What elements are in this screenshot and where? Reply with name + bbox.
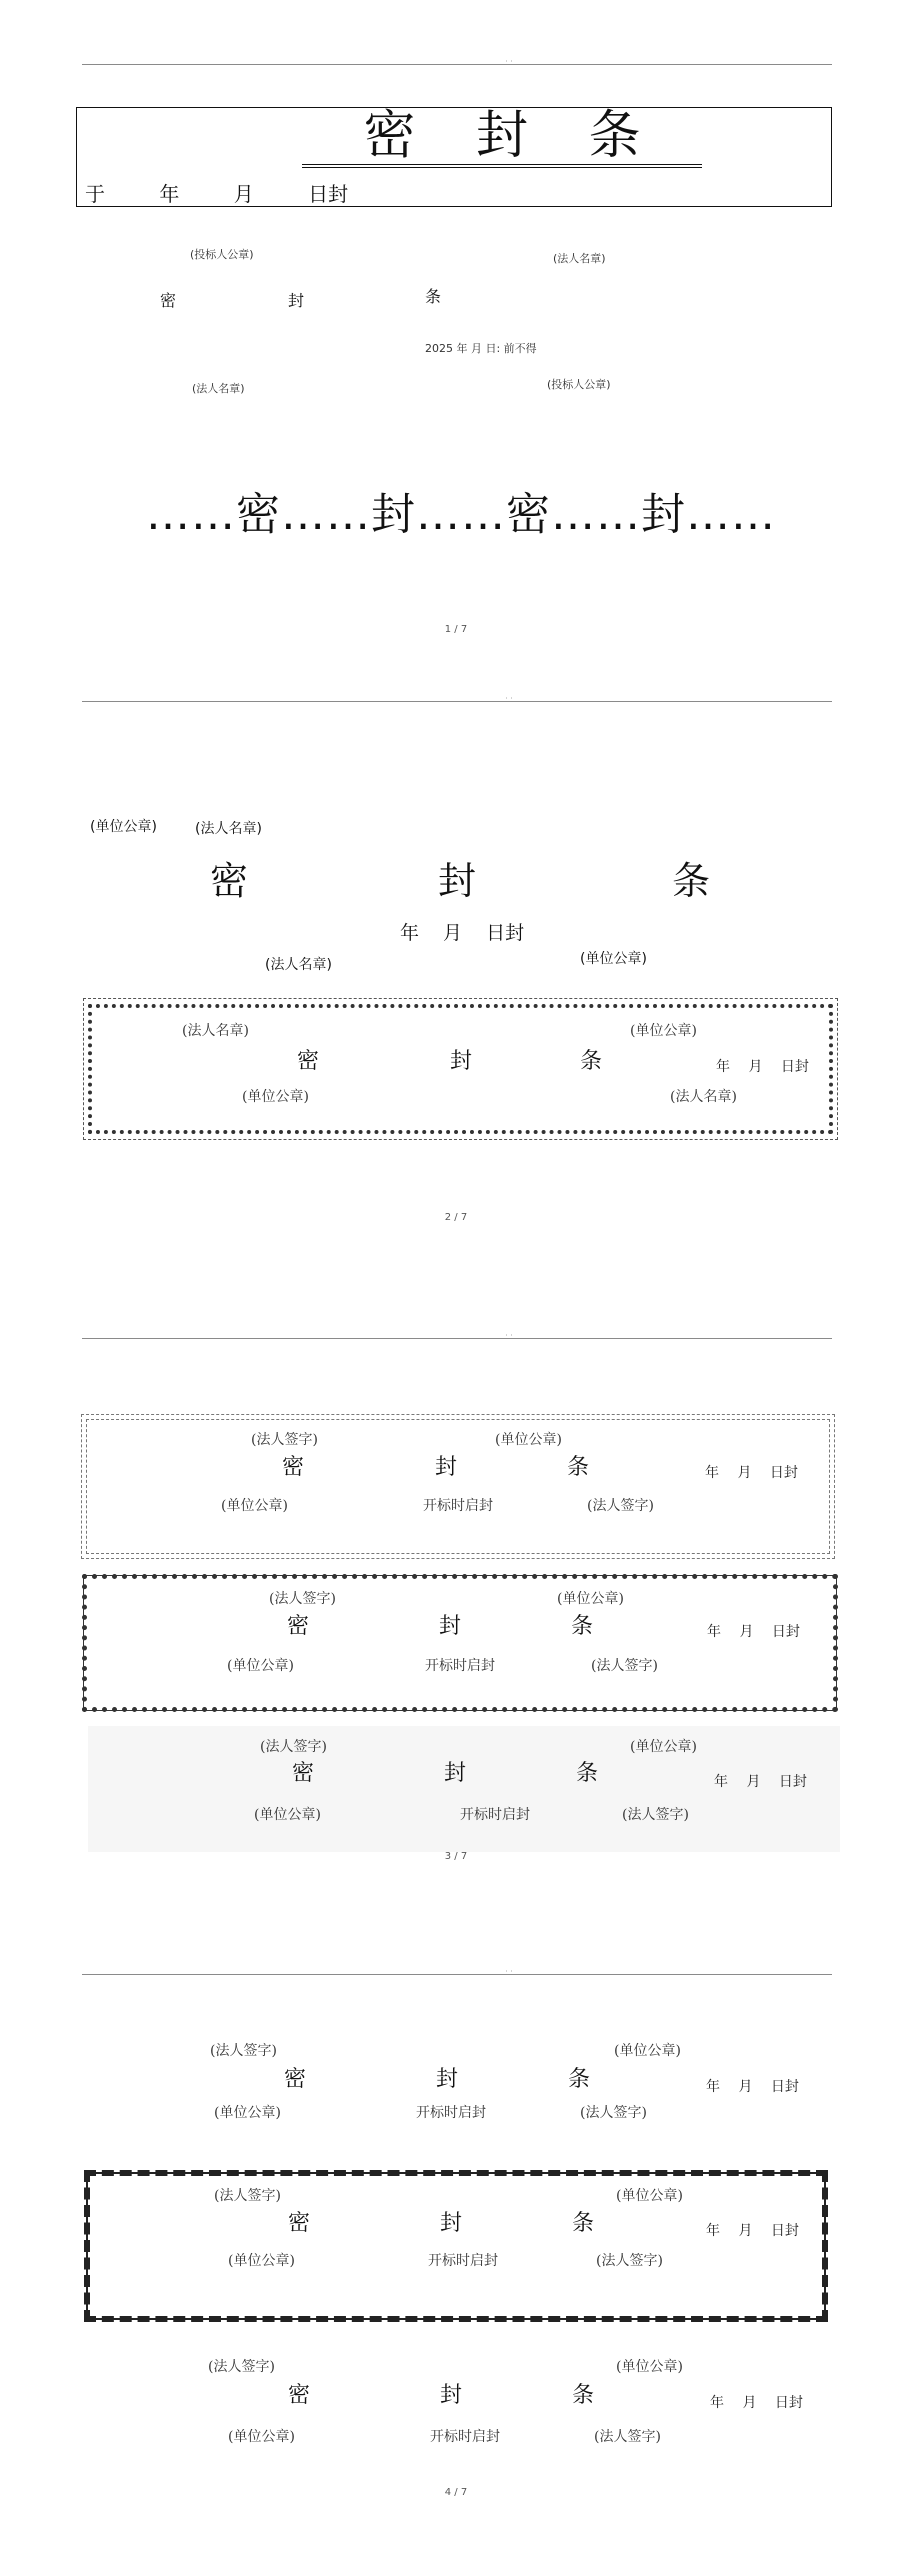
page-marker: · · (505, 1331, 513, 1340)
stamp-label: (单位公章) (580, 951, 647, 967)
seal-char: 密 (282, 1455, 305, 1480)
stamp-label: (法人签字) (594, 2429, 661, 2445)
page-marker: · · (505, 694, 513, 703)
seal-char: 封 (438, 859, 477, 903)
seal-char: 密 (210, 859, 249, 903)
seal-box-2-inner (88, 1004, 833, 1134)
stamp-label: (法人名章) (192, 382, 245, 395)
seal-date: 年 月 日封 (400, 922, 525, 944)
seal-strip (82, 1574, 838, 1712)
stamp-label: (单位公章) (630, 1739, 697, 1755)
seal-char: 密 (284, 2067, 307, 2092)
seal-char: 密 (288, 2383, 311, 2408)
stamp-label: (投标人公章) (190, 248, 254, 261)
seal-char: 条 (568, 2067, 591, 2092)
stamp-label: (单位公章) (616, 2359, 683, 2375)
seal-strip (88, 2030, 840, 2158)
stamp-label: (法人名章) (670, 1089, 737, 1105)
seal-strip (84, 2170, 828, 2322)
seal-char: 密 (288, 2211, 311, 2236)
page-number: 4 / 7 (444, 2487, 468, 2498)
seal-char: 条 (576, 1761, 599, 1786)
seal-char: 条 (567, 1455, 590, 1480)
stamp-label: (单位公章) (616, 2188, 683, 2204)
stamp-label: (法人签字) (269, 1591, 336, 1607)
seal-box-1 (76, 107, 832, 207)
page-number: 1 / 7 (444, 624, 468, 635)
seal-date: 年 月 日封 (716, 1059, 809, 1075)
seal-date: 年 月 日封 (710, 2395, 803, 2411)
seal-strip (86, 1419, 830, 1554)
stamp-label: (法人签字) (260, 1739, 327, 1755)
stamp-label: (法人名章) (182, 1023, 249, 1039)
stamp-label: (单位公章) (630, 1023, 697, 1039)
page-top-rule (82, 64, 832, 65)
stamp-label: (单位公章) (228, 2253, 295, 2269)
seal-date: 年 月 日封 (705, 1465, 798, 1481)
seal-char: 条 (572, 2383, 595, 2408)
seal-char: 条 (580, 1049, 603, 1074)
stamp-label: (单位公章) (242, 1089, 309, 1105)
seal-char: 封 (439, 1614, 462, 1639)
seal-char: 封 (288, 291, 305, 310)
seal-open-note: 开标时启封 (430, 2429, 500, 2445)
stamp-label: (法人签字) (596, 2253, 663, 2269)
stamp-label: (单位公章) (557, 1591, 624, 1607)
seal-title: 密 封 条 (302, 108, 702, 168)
seal-char: 密 (292, 1761, 315, 1786)
stamp-label: (法人名章) (553, 252, 606, 265)
seal-char: 封 (440, 2383, 463, 2408)
page-top-rule (82, 1974, 832, 1975)
stamp-label: (单位公章) (614, 2043, 681, 2059)
page-top-rule (82, 1338, 832, 1339)
stamp-label: (法人名章) (265, 957, 332, 973)
seal-strip (88, 1726, 840, 1852)
seal-note: 2025 年 月 日: 前不得 (425, 342, 537, 355)
stamp-label: (法人签字) (210, 2043, 277, 2059)
seal-open-note: 开标时启封 (460, 1807, 530, 1823)
page-number: 3 / 7 (444, 1851, 468, 1862)
seal-strip (88, 2346, 840, 2474)
stamp-label: (投标人公章) (547, 378, 611, 391)
stamp-label: (法人签字) (587, 1498, 654, 1514)
seal-char: 封 (436, 2067, 459, 2092)
stamp-label: (法人名章) (195, 821, 262, 837)
stamp-label: (法人签字) (214, 2188, 281, 2204)
stamp-label: (单位公章) (495, 1432, 562, 1448)
seal-char: 条 (572, 2211, 595, 2236)
seal-date-line: 于 年 月 日封 (85, 182, 349, 206)
seal-char: 条 (571, 1614, 594, 1639)
stamp-label: (单位公章) (214, 2105, 281, 2121)
seal-char: 条 (672, 859, 711, 903)
stamp-label: (法人签字) (622, 1807, 689, 1823)
seal-char: 封 (440, 2211, 463, 2236)
seal-char: 密 (287, 1614, 310, 1639)
stamp-label: (单位公章) (227, 1658, 294, 1674)
seal-char: 封 (435, 1455, 458, 1480)
page-marker: · · (505, 57, 513, 66)
stamp-label: (单位公章) (221, 1498, 288, 1514)
stamp-label: (法人签字) (591, 1658, 658, 1674)
seal-date: 年 月 日封 (707, 1624, 800, 1640)
seal-date: 年 月 日封 (706, 2223, 799, 2239)
stamp-label: (法人签字) (580, 2105, 647, 2121)
seal-char: 密 (160, 291, 177, 310)
seal-date: 年 月 日封 (706, 2079, 799, 2095)
seal-char: 封 (444, 1761, 467, 1786)
page-number: 2 / 7 (444, 1212, 468, 1223)
seal-open-note: 开标时启封 (425, 1658, 495, 1674)
seal-char: 条 (425, 287, 442, 306)
seal-char: 封 (450, 1049, 473, 1074)
page-marker: · · (505, 1967, 513, 1976)
stamp-label: (单位公章) (254, 1807, 321, 1823)
stamp-label: (法人签字) (208, 2359, 275, 2375)
stamp-label: (单位公章) (228, 2429, 295, 2445)
seal-banner: ……密……封……密……封…… (146, 489, 776, 540)
seal-open-note: 开标时启封 (428, 2253, 498, 2269)
stamp-label: (单位公章) (90, 819, 157, 835)
stamp-label: (法人签字) (251, 1432, 318, 1448)
seal-open-note: 开标时启封 (423, 1498, 493, 1514)
seal-open-note: 开标时启封 (416, 2105, 486, 2121)
seal-char: 密 (297, 1049, 320, 1074)
page-top-rule (82, 701, 832, 702)
seal-date: 年 月 日封 (714, 1774, 807, 1790)
